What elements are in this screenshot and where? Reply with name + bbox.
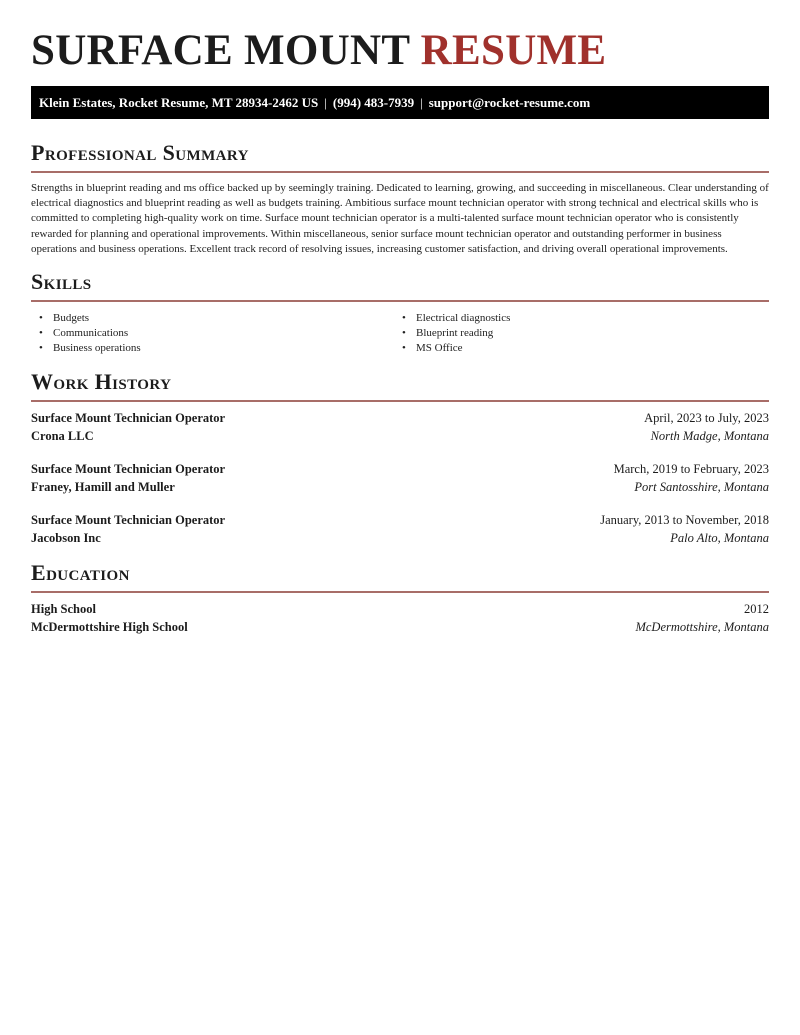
section-title-education: Education <box>31 560 130 585</box>
skill-item <box>394 311 757 326</box>
title-main: SURFACE MOUNT <box>31 27 410 74</box>
work-entry <box>31 461 769 496</box>
job-dates: April, 2023 to July, 2023 <box>644 411 769 425</box>
job-location: Port Santosshire, Montana <box>634 479 769 494</box>
job-location: North Madge, Montana <box>650 428 769 443</box>
section-title-summary: Professional Summary <box>31 140 249 165</box>
skill-item <box>31 326 394 341</box>
skill-item <box>31 341 394 356</box>
contact-address: Klein Estates, Rocket Resume, MT 28934-2462 US <box>39 95 319 110</box>
education-degree: High School <box>31 602 96 616</box>
job-position: Surface Mount Technician Operator <box>31 513 226 527</box>
section-divider <box>31 591 769 593</box>
skill-label: Electrical diagnostics <box>416 312 511 324</box>
job-company: Franey, Hamill and Muller <box>31 479 175 494</box>
skill-item <box>31 311 394 326</box>
skills-column-left <box>31 311 394 357</box>
job-dates: January, 2013 to November, 2018 <box>600 513 769 527</box>
bullet-icon: • <box>39 342 43 355</box>
contact-email[interactable]: support@rocket-resume.com <box>428 95 591 110</box>
skills-column-right <box>394 311 757 357</box>
bullet-icon: • <box>39 327 43 340</box>
title-accent: RESUME <box>420 27 607 74</box>
bullet-icon: • <box>402 312 406 324</box>
education-year: 2012 <box>744 602 769 616</box>
work-entry <box>31 512 769 547</box>
contact-phone: (994) 483-7939 <box>332 95 415 110</box>
contact-separator: | <box>420 95 423 110</box>
skill-label: Blueprint reading <box>416 327 494 340</box>
skill-item <box>394 326 757 341</box>
section-divider <box>31 400 769 402</box>
job-position: Surface Mount Technician Operator <box>31 462 226 476</box>
contact-separator: | <box>324 95 327 110</box>
skill-label: Communications <box>53 327 129 340</box>
job-location: Palo Alto, Montana <box>670 530 769 545</box>
job-dates: March, 2019 to February, 2023 <box>613 462 769 476</box>
skill-label: MS Office <box>416 342 463 355</box>
skill-label: Budgets <box>53 312 90 324</box>
resume-title <box>31 27 606 75</box>
job-company: Crona LLC <box>31 428 94 443</box>
education-entry <box>31 601 769 636</box>
contact-bar <box>31 86 769 119</box>
section-divider <box>31 300 769 302</box>
skill-label: Business operations <box>53 342 141 355</box>
job-position: Surface Mount Technician Operator <box>31 411 226 425</box>
bullet-icon: • <box>39 312 43 324</box>
work-entry <box>31 410 769 445</box>
bullet-icon: • <box>402 342 406 355</box>
education-school: McDermottshire High School <box>31 619 188 634</box>
section-divider <box>31 171 769 173</box>
bullet-icon: • <box>402 327 406 340</box>
education-location: McDermottshire, Montana <box>635 619 769 634</box>
skill-item <box>394 341 757 356</box>
skills-list <box>31 311 769 357</box>
section-title-work-history: Work History <box>31 369 172 394</box>
summary-text: Strengths in blueprint reading and ms office backed up by seemingly training. Dedicated to learning, growing, and succeeding in miscellaneous. Clear understanding of electrical diagnostics and blueprint reading as well as budgets training. Ambitious surface mount technician operator with strong technical and electrical skills who is committed to completing high-quality work on time. Surface mount technician operator is a multi-talented surface mount technician operator who is consistently rewarded for planning and operational improvements. Within miscellaneous, senior surface mount technician operator and outstanding performer in business operations and business operations. Excellent track record of resolving issues, increasing customer satisfaction, and driving overall operational improvements. <box>31 182 769 255</box>
job-company: Jacobson Inc <box>31 530 101 545</box>
section-title-skills: Skills <box>31 269 92 294</box>
